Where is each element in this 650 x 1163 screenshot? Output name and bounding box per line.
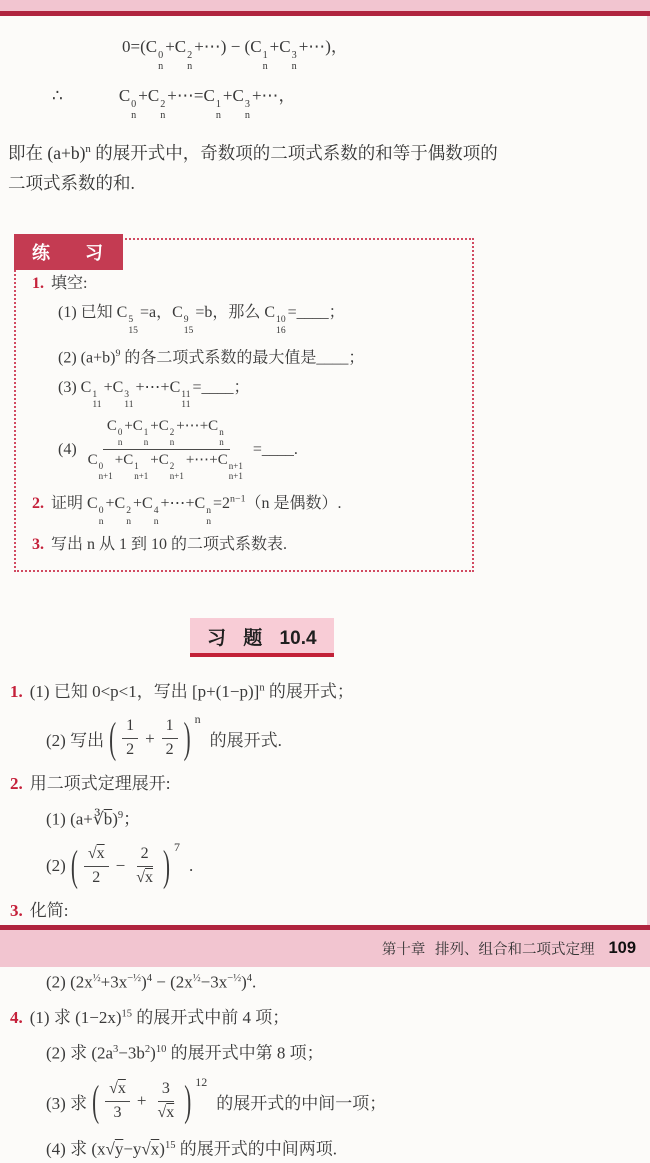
operator: + [136,1091,147,1111]
practice-item-2-number: 2. [32,494,44,512]
problem-3 [10,898,638,924]
page-footer [0,925,650,967]
problem-2-part-2 [46,840,638,892]
problem-3-label: 化简: [29,901,69,921]
problem-1-number: 1. [10,681,23,701]
top-pink-band [0,0,650,11]
fraction-denominator: 2 [92,868,101,886]
problem-1-part-1: (1) 已知 0<p<1，写出 $[p+(1-p)]^n$ 的展开式； [29,681,354,701]
therefore-symbol: ∴ [52,86,63,106]
practice-item-2-text: 证明 C 0 n +C 2 n +C 4 n +⋯+C n n $=2^{n-1}(n$ 是偶数）. [51,493,342,527]
fraction [132,844,157,889]
fraction [122,716,138,761]
operator: − [115,856,126,876]
top-red-rule [0,11,650,16]
formula-line-2-row [52,81,650,121]
section-header-exercise-10-4: 习 题 10.4 [190,618,334,657]
problem-3-number: 3. [10,901,23,921]
chapter-title: 第十章 排列、组合和二项式定理 [381,942,595,958]
right-paren: ) [162,840,170,890]
exponent: n [194,712,201,727]
practice-item-3 [32,533,462,556]
fraction [105,1079,130,1124]
problem-4-part-2: (2) 求 $(2a^3-3b^2)^{10}$ 的展开式中第 8 项； [46,1044,324,1064]
practice-item-2 [32,487,462,527]
problem-4-part-4: (4) 求 $(x√y-y√x)^{15}$ 的展开式的中间两项. [46,1139,337,1159]
fraction-numerator: C 0 n +C 1 n +C 2 n +⋯+C n n [103,417,230,450]
problem-4-part-3 [46,1075,638,1127]
paragraph-line-2: 二项式系数的和. [8,172,135,193]
fraction-denominator: √x [136,868,153,886]
practice-item-1-number: 1. [32,274,44,292]
problem-2-part-1: (1) $(a+∛\overline{b})^9$； [46,809,141,829]
fraction-numerator: √x [84,844,109,867]
practice-header-label: 练 习 [14,234,123,270]
fraction-numerator: 1 [122,716,138,739]
problem-2-label: 用二项式定理展开: [29,773,171,793]
problem-4-part-1: (1) 求 $(1-2x)^{15}$ 的展开式中前 4 项； [29,1008,290,1028]
problem-3-part-2: (2) $(2x^{\frac{1}{2}}+3x^{-\frac{1}{2}})^4 - (2x^{\frac{1}{2}}-3x^{-\frac{1}{2}})^4$. [46,972,257,992]
paragraph-line-1: 即在 $(a+b)^n$ 的展开式中，奇数项的二项式系数的和等于偶数项的 [8,142,498,163]
math-prefix: (2) 写出 [46,731,105,751]
fraction-numerator: 1 [162,716,178,739]
practice-item-3-number: 3. [32,536,44,554]
problems-section [10,675,638,1163]
practice-item-1 [32,272,462,295]
fraction [84,844,109,889]
exponent: 12 [195,1074,208,1089]
math-prefix: (2) [46,856,66,876]
fraction [162,716,178,761]
right-paren: ) [184,1075,192,1125]
practice-q3: (3) C 1 11 +C 3 11 +⋯+C 11 11 =____； [58,378,250,411]
fraction-numerator: 3 [158,1079,174,1102]
conclusion-paragraph [8,134,640,198]
fraction-denominator: 3 [113,1103,122,1121]
left-paren: ( [70,840,78,890]
left-paren: ( [109,713,117,763]
problem-4-number: 4. [10,1008,23,1028]
problem-2-number: 2. [10,773,23,793]
math-suffix: 的展开式. [209,731,282,751]
problem-1-part-2 [46,713,638,765]
exponent: 7 [173,839,180,854]
fraction-denominator: 2 [126,741,135,759]
fraction-denominator: 2 [165,741,174,759]
problem-4 [10,1002,638,1032]
practice-box [14,238,474,572]
math-suffix: . [188,856,194,876]
practice-q1: (1) 已知 C 5 15 =a，C 9 15 =b，那么 C 10 16 =____； [58,303,345,336]
practice-item-3-text: 写出 n 从 1 到 10 的二项式系数表. [51,536,288,554]
problem-2 [10,771,638,797]
left-paren: ( [92,1075,100,1125]
formula-line-1: 0=(C 0 n +C 2 n +⋯) − (C 1 n +C 3 n +⋯)， [122,37,348,72]
formula-line-2: C 0 n +C 2 n +⋯=C 1 n +C 3 n +⋯， [118,86,296,121]
practice-q4-suffix: =____. [252,440,298,458]
practice-q2: (2) $(a+b)^9$ 的各二项式系数的最大值是____； [58,348,365,367]
fraction [84,417,249,481]
fraction [153,1079,178,1124]
practice-q4-prefix: (4) [58,440,77,458]
page-number: 109 [608,939,636,957]
practice-item-1-text: 填空: [51,274,88,292]
fraction-numerator: 2 [137,844,153,867]
practice-q4 [58,417,462,481]
operator: + [145,728,155,748]
problem-1 [10,675,638,705]
math-suffix: 的展开式的中间一项； [216,1093,387,1113]
math-prefix: (3) 求 [46,1093,88,1113]
fraction-denominator: √x [157,1103,175,1121]
fraction-denominator: C 0 n+1 +C 1 n+1 +C 2 n+1 +⋯+C n+1 n+1 [87,451,243,481]
fraction-numerator: √x [105,1079,130,1102]
bottom-pink-band [0,930,650,967]
right-paren: ) [183,713,191,763]
